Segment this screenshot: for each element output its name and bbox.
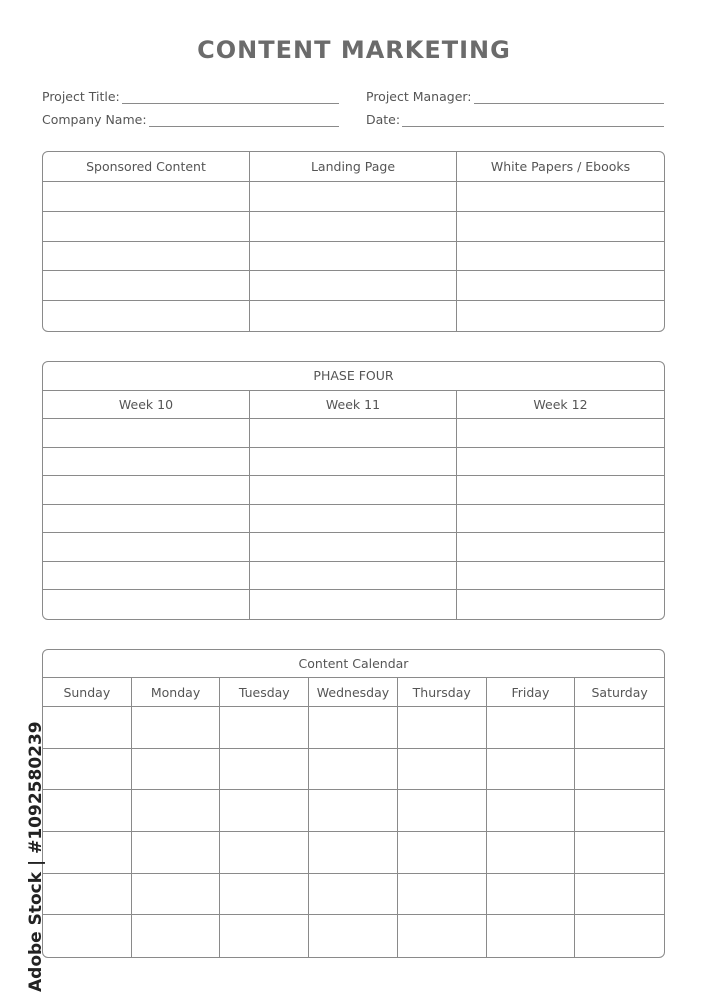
table-cell[interactable] — [250, 476, 457, 505]
calendar-cell[interactable] — [575, 915, 664, 957]
project-manager-line[interactable] — [474, 93, 664, 104]
calendar-cell[interactable] — [575, 790, 664, 832]
project-manager-field[interactable] — [366, 89, 664, 104]
table-cell[interactable] — [250, 271, 457, 301]
table-cell[interactable] — [457, 182, 664, 212]
table-cell[interactable] — [43, 212, 250, 242]
calendar-cell[interactable] — [43, 749, 132, 791]
table-cell[interactable] — [43, 182, 250, 212]
calendar-cell[interactable] — [220, 874, 309, 916]
table-cell[interactable] — [250, 242, 457, 272]
day-friday: Friday — [487, 678, 576, 707]
calendar-cell[interactable] — [398, 832, 487, 874]
table-cell[interactable] — [457, 448, 664, 477]
calendar-cell[interactable] — [575, 832, 664, 874]
date-field[interactable] — [366, 112, 664, 127]
day-sunday: Sunday — [43, 678, 132, 707]
stock-credit — [4, 721, 46, 992]
day-thursday: Thursday — [398, 678, 487, 707]
calendar-cell[interactable] — [575, 874, 664, 916]
table-cell[interactable] — [43, 419, 250, 448]
calendar-cell[interactable] — [220, 749, 309, 791]
date-line[interactable] — [402, 116, 664, 127]
table-cell[interactable] — [457, 212, 664, 242]
calendar-cell[interactable] — [487, 707, 576, 749]
calendar-cell[interactable] — [132, 874, 221, 916]
calendar-cell[interactable] — [309, 874, 398, 916]
project-title-field[interactable] — [42, 89, 339, 104]
table-cell[interactable] — [250, 419, 457, 448]
calendar-cell[interactable] — [398, 749, 487, 791]
calendar-title: Content Calendar — [43, 650, 664, 678]
calendar-cell[interactable] — [43, 874, 132, 916]
table-cell[interactable] — [250, 182, 457, 212]
calendar-cell[interactable] — [220, 790, 309, 832]
header-landing-page: Landing Page — [250, 152, 457, 182]
calendar-cell[interactable] — [309, 790, 398, 832]
table-cell[interactable] — [457, 562, 664, 591]
calendar-cell[interactable] — [309, 915, 398, 957]
calendar-cell[interactable] — [487, 832, 576, 874]
calendar-cell[interactable] — [220, 832, 309, 874]
table-cell[interactable] — [457, 301, 664, 331]
project-manager-label: Project Manager: — [366, 89, 472, 104]
calendar-cell[interactable] — [220, 915, 309, 957]
calendar-cell[interactable] — [132, 707, 221, 749]
calendar-cell[interactable] — [309, 707, 398, 749]
table-cell[interactable] — [457, 242, 664, 272]
phase-title: PHASE FOUR — [43, 362, 664, 391]
table-cell[interactable] — [457, 476, 664, 505]
calendar-cell[interactable] — [398, 874, 487, 916]
calendar-cell[interactable] — [43, 915, 132, 957]
company-name-field[interactable] — [42, 112, 339, 127]
calendar-cell[interactable] — [309, 749, 398, 791]
table-cell[interactable] — [43, 476, 250, 505]
date-label: Date: — [366, 112, 401, 127]
table-cell[interactable] — [43, 562, 250, 591]
calendar-cell[interactable] — [575, 707, 664, 749]
calendar-cell[interactable] — [398, 790, 487, 832]
content-types-table — [42, 151, 665, 332]
project-title-line[interactable] — [122, 93, 339, 104]
day-wednesday: Wednesday — [309, 678, 398, 707]
calendar-cell[interactable] — [132, 915, 221, 957]
calendar-cell[interactable] — [132, 790, 221, 832]
table-cell[interactable] — [457, 590, 664, 619]
calendar-cell[interactable] — [43, 790, 132, 832]
calendar-cell[interactable] — [398, 915, 487, 957]
content-calendar — [42, 649, 665, 958]
project-title-label: Project Title: — [42, 89, 120, 104]
calendar-cell[interactable] — [43, 832, 132, 874]
page-title: CONTENT MARKETING — [197, 36, 511, 64]
calendar-cell[interactable] — [487, 790, 576, 832]
day-saturday: Saturday — [575, 678, 664, 707]
calendar-cell[interactable] — [309, 832, 398, 874]
calendar-cell[interactable] — [575, 749, 664, 791]
calendar-cell[interactable] — [487, 915, 576, 957]
calendar-cell[interactable] — [43, 707, 132, 749]
day-tuesday: Tuesday — [220, 678, 309, 707]
table-cell[interactable] — [250, 212, 457, 242]
company-name-line[interactable] — [149, 116, 339, 127]
calendar-cell[interactable] — [487, 749, 576, 791]
table-cell[interactable] — [250, 301, 457, 331]
header-week-10: Week 10 — [43, 391, 250, 420]
table-cell[interactable] — [43, 242, 250, 272]
calendar-cell[interactable] — [398, 707, 487, 749]
table-cell[interactable] — [250, 590, 457, 619]
header-sponsored-content: Sponsored Content — [43, 152, 250, 182]
header-week-12: Week 12 — [457, 391, 664, 420]
table-cell[interactable] — [43, 448, 250, 477]
table-cell[interactable] — [43, 271, 250, 301]
table-cell[interactable] — [250, 505, 457, 534]
table-cell[interactable] — [43, 505, 250, 534]
calendar-cell[interactable] — [220, 707, 309, 749]
calendar-cell[interactable] — [132, 832, 221, 874]
stock-credit-text: Adobe Stock | #1092580239 — [26, 721, 46, 992]
table-cell[interactable] — [457, 505, 664, 534]
table-cell[interactable] — [250, 562, 457, 591]
calendar-cell[interactable] — [132, 749, 221, 791]
company-name-label: Company Name: — [42, 112, 147, 127]
phase-table — [42, 361, 665, 620]
table-cell[interactable] — [43, 301, 250, 331]
calendar-cell[interactable] — [487, 874, 576, 916]
table-cell[interactable] — [457, 419, 664, 448]
table-cell[interactable] — [43, 590, 250, 619]
day-monday: Monday — [132, 678, 221, 707]
table-cell[interactable] — [250, 448, 457, 477]
table-cell[interactable] — [457, 533, 664, 562]
header-week-11: Week 11 — [250, 391, 457, 420]
table-cell[interactable] — [43, 533, 250, 562]
table-cell[interactable] — [457, 271, 664, 301]
header-white-papers: White Papers / Ebooks — [457, 152, 664, 182]
table-cell[interactable] — [250, 533, 457, 562]
